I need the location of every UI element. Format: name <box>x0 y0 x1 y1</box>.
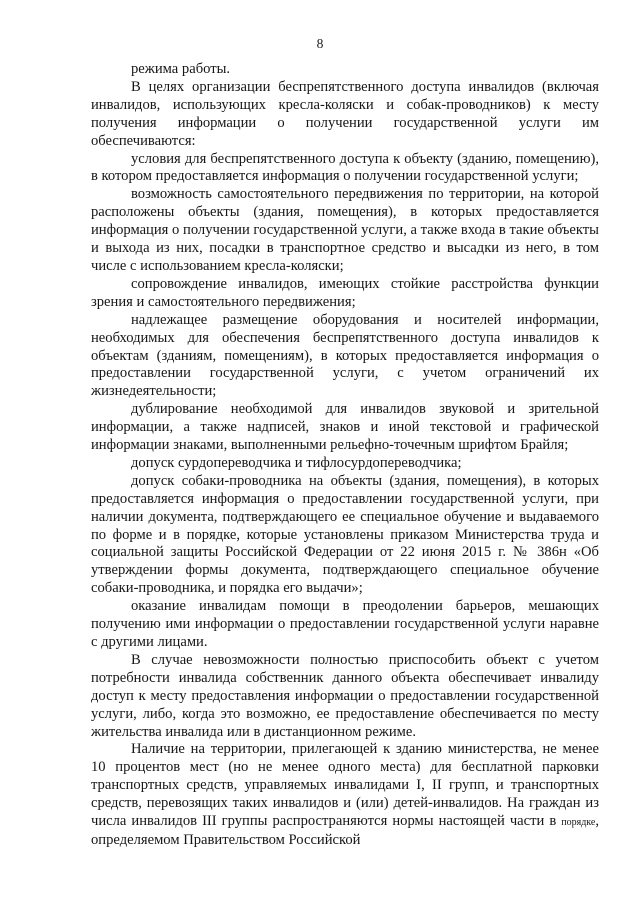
paragraph-7: дублирование необходимой для инвалидов звуковой и зрительной информации, а также надписей, знаков и иной текстовой и графической информации знаками, выполненными рельефно-точечным шрифтом Брайля; <box>91 401 599 454</box>
paragraph-6: надлежащее размещение оборудования и носителей информации, необходимых для обеспечения беспрепятственного доступа инвалидов к объектам (зданиям, помещениям), в которых предоставляется информация о предоставлении государственной услуги, с учетом ограничений их жизнедеятельности; <box>91 311 599 400</box>
paragraph-12-tail: , определяемом Правительством Российской <box>91 813 599 848</box>
paragraph-3: условия для беспрепятственного доступа к объекту (зданию, помещению), в котором предоставляется информация о получении государственной услуги; <box>91 150 599 185</box>
paragraph-8: допуск сурдопереводчика и тифлосурдопереводчика; <box>131 454 462 471</box>
paragraph-1: режима работы. <box>131 61 231 77</box>
paragraph-9: допуск собаки-проводника на объекты (здания, помещения), в которых предоставляется информация о предоставлении государственной услуги, при наличии документа, подтверждающего ее специальное обучение и выдаваемого по форме и в порядке, которые установлены приказом Министерства труда и социальной защиты Российской Федерации от 22 июня 2015 г. № 386н «Об утверждении формы документа, подтверждающего специальное обучение собаки-проводника, и порядка его выдачи»; <box>91 472 599 597</box>
paragraph-10: оказание инвалидам помощи в преодолении барьеров, мешающих получению ими информации о предоставлении государственной услуги наравне с другими лицами. <box>91 598 599 650</box>
paragraph-12 <box>91 741 599 849</box>
paragraph-12-text: Наличие на территории, прилегающей к зданию министерства, не менее 10 процентов мест (но не менее одного места) для бесплатной парковки транспортных средств, управляемых инвалидами I, II групп, и транспортных средств, перевозящих таких инвалидов и (или) детей-инвалидов. На граждан из числа инвалидов III группы распространяются нормы настоящей части в <box>91 741 599 830</box>
paragraph-11: В случае невозможности полностью приспособить объект с учетом потребности инвалида собственник данного объекта обеспечивает инвалиду доступ к месту предоставления информации о предоставлении государственной услуги, либо, когда это возможно, ее предоставление обеспечивается по месту жительства инвалида или в дистанционном режиме. <box>91 651 599 740</box>
paragraph-2: В целях организации беспрепятственного доступа инвалидов (включая инвалидов, использующих кресла-коляски и собак-проводников) к месту получения информации о получении государственной услуги им обеспечиваются: <box>91 78 599 149</box>
page-number: 8 <box>316 36 324 51</box>
paragraph-4: возможность самостоятельного передвижения по территории, на которой расположены объекты (здания, помещения), в которых предоставляется информация о получении государственной услуги, а также входа в такие объекты и выхода из них, посадки в транспортное средство и высадки из него, в том числе с использованием кресла-коляски; <box>91 186 599 274</box>
document-body <box>91 61 599 850</box>
paragraph-12-small-word: порядке <box>561 817 596 829</box>
paragraph-5: сопровождение инвалидов, имеющих стойкие расстройства функции зрения и самостоятельного передвижения; <box>91 275 599 310</box>
